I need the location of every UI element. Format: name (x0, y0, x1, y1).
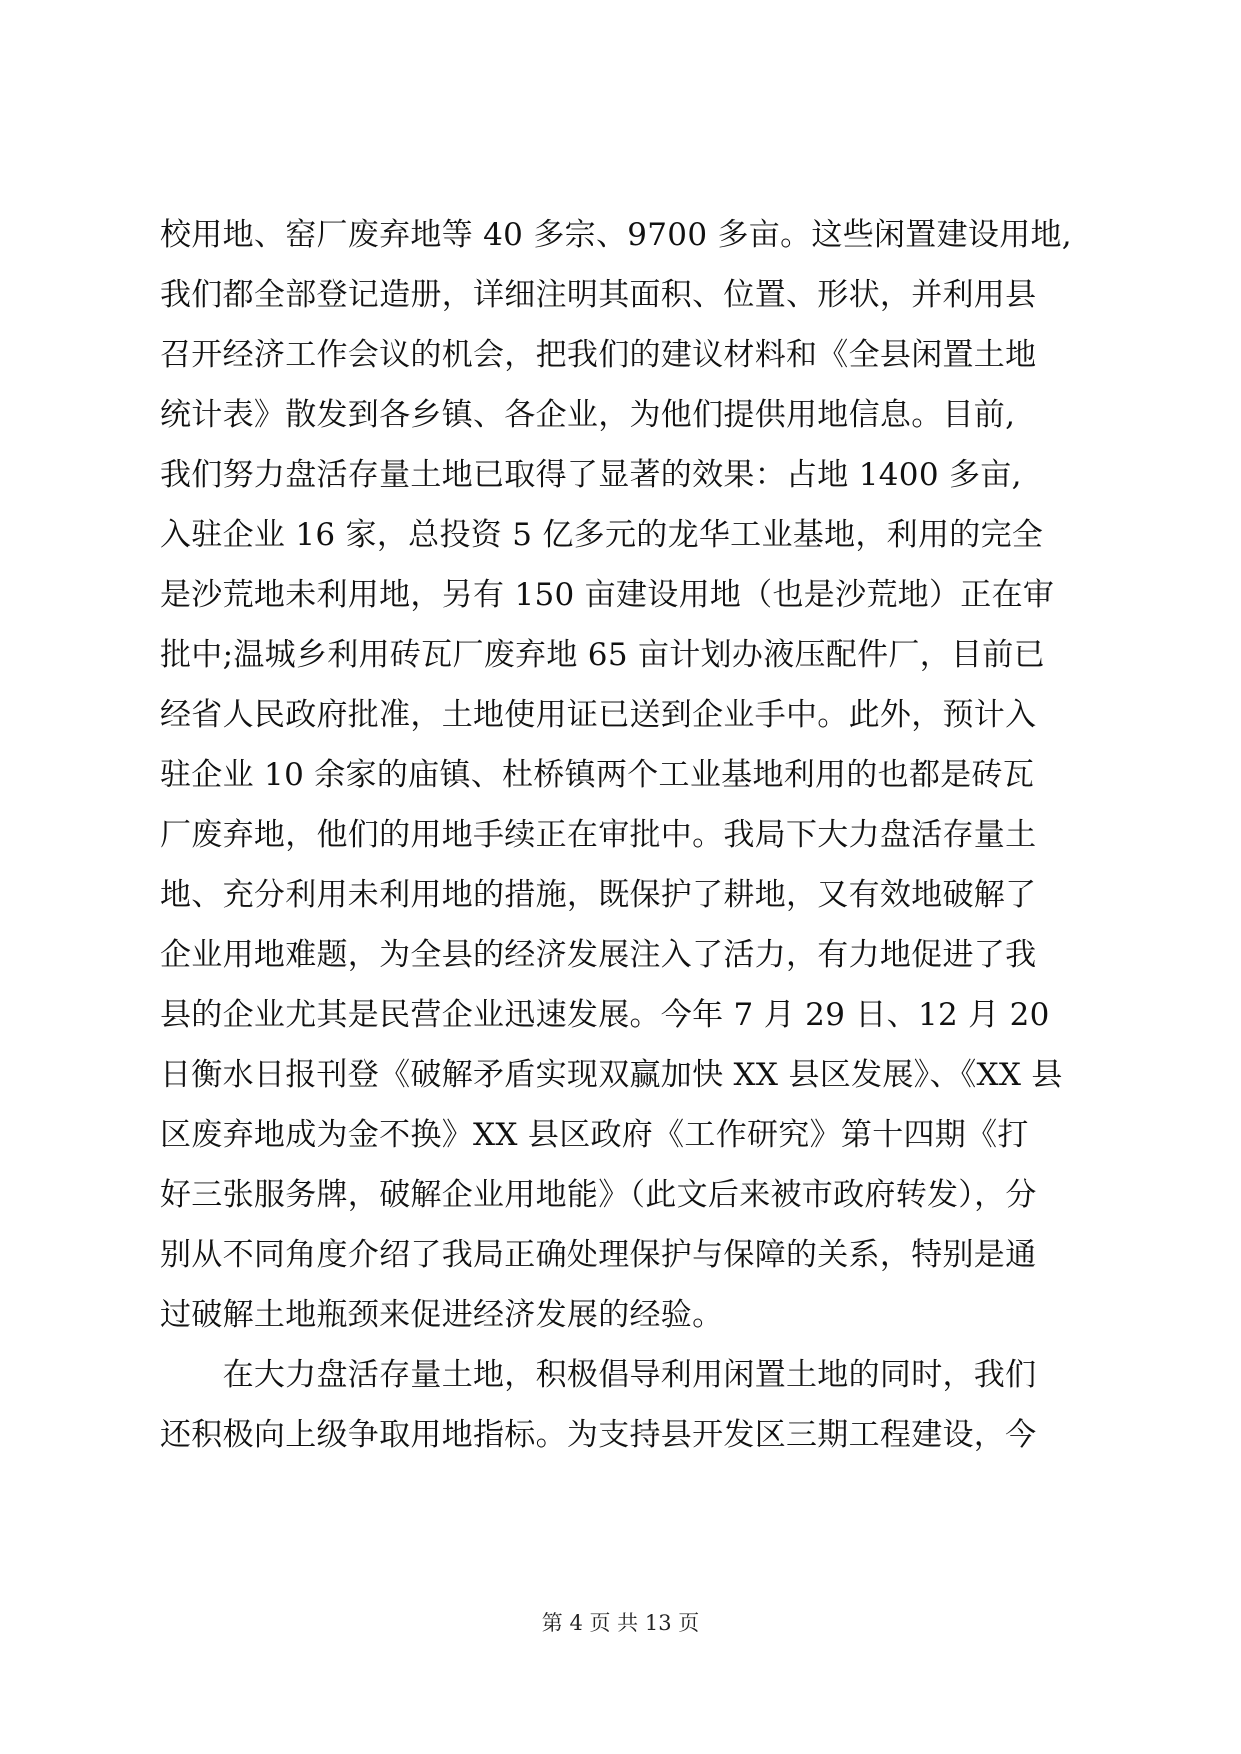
text-line: 在大力盘活存量土地，积极倡导利用闲置土地的同时，我们 (160, 1357, 1037, 1393)
text-line: 统计表》散发到各乡镇、各企业，为他们提供用地信息。目前, (160, 397, 1016, 433)
text-line: 别从不同角度介绍了我局正确处理保护与保障的关系，特别是通 (160, 1237, 1037, 1273)
text-line: 入驻企业 16 家，总投资 5 亿多元的龙华工业基地，利用的完全 (160, 517, 1044, 553)
text-line: 企业用地难题，为全县的经济发展注入了活力，有力地促进了我 (160, 937, 1037, 973)
body-text (160, 205, 1120, 1465)
text-line: 校用地、窑厂废弃地等 40 多宗、9700 多亩。这些闲置建设用地, (160, 217, 1072, 253)
text-line: 区废弃地成为金不换》XX 县区政府《工作研究》第十四期《打 (160, 1117, 1029, 1153)
text-line: 地、充分利用未利用地的措施，既保护了耕地，又有效地破解了 (160, 877, 1037, 913)
text-line: 经省人民政府批准，土地使用证已送到企业手中。此外，预计入 (160, 697, 1037, 733)
text-line: 驻企业 10 余家的庙镇、杜桥镇两个工业基地利用的也都是砖瓦 (160, 757, 1035, 793)
text-line: 厂废弃地，他们的用地手续正在审批中。我局下大力盘活存量土 (160, 817, 1037, 853)
text-line: 县的企业尤其是民营企业迅速发展。今年 7 月 29 日、12 月 20 (160, 997, 1050, 1033)
text-line: 召开经济工作会议的机会，把我们的建议材料和《全县闲置土地 (160, 337, 1037, 373)
text-line: 日衡水日报刊登《破解矛盾实现双赢加快 XX 县区发展》、《XX 县 (160, 1057, 1063, 1093)
text-line: 好三张服务牌，破解企业用地能》（此文后来被市政府转发），分 (160, 1177, 1037, 1213)
text-line: 是沙荒地未利用地，另有 150 亩建设用地（也是沙荒地）正在审 (160, 577, 1055, 613)
page-number-footer: 第 4 页 共 13 页 (541, 1611, 700, 1635)
text-line: 我们努力盘活存量土地已取得了显著的效果：占地 1400 多亩, (160, 457, 1022, 493)
text-line: 过破解土地瓶颈来促进经济发展的经验。 (160, 1297, 724, 1333)
text-line: 批中;温城乡利用砖瓦厂废弃地 65 亩计划办液压配件厂，目前已 (160, 637, 1045, 673)
text-line: 我们都全部登记造册，详细注明其面积、位置、形状，并利用县 (160, 277, 1037, 313)
text-line: 还积极向上级争取用地指标。为支持县开发区三期工程建设，今 (160, 1417, 1037, 1453)
